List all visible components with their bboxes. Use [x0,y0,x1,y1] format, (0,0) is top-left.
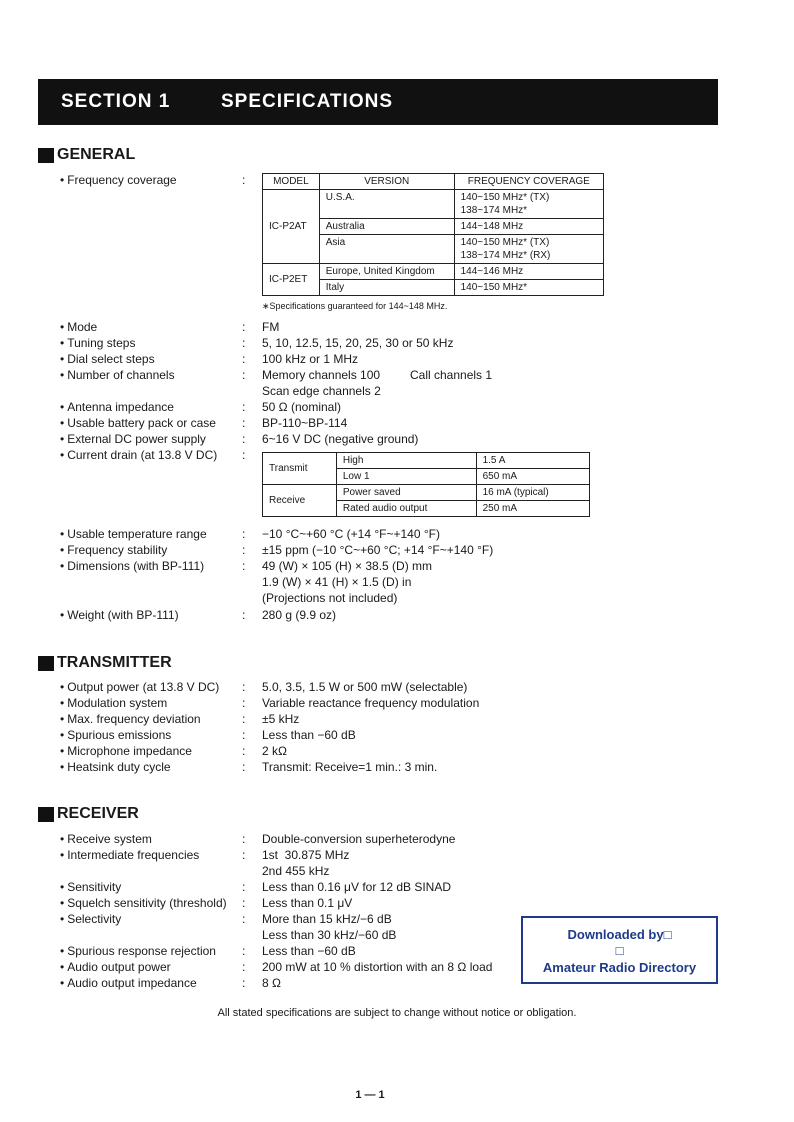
page-number: 1 — 1 [355,1089,385,1101]
spec-continuation: 1.9 (W) × 41 (H) × 1.5 (D) in [262,575,412,589]
heading-square-icon [38,807,54,822]
frequency-note: ∗Specifications guaranteed for 144~148 MHz. [262,301,448,311]
current-drain-table: Transmit High 1.5 A Low 1 650 mA Receive Power saved 16 mA (typical) Rated audio output 250 mA [262,452,590,517]
heading-square-icon [38,148,54,163]
frequency-coverage-table: MODEL VERSION FREQUENCY COVERAGE IC-P2AT U.S.A. 140~150 MHz* (TX) 138~174 MHz* Australia 144~148 MHz Asia 140~150 MHz* (TX) 138~174 MHz* (RX) IC-P2ET Europe, United Kingdom 144~146 MHz Italy 140~150 MHz* [262,173,604,296]
model-cell: IC-P2AT [263,190,320,264]
section-title: SPECIFICATIONS [221,91,393,112]
spec-continuation: 2nd 455 kHz [262,864,330,878]
spec-continuation: Scan edge channels 2 [262,384,381,398]
spec-label: • Frequency coverage [60,173,177,187]
spec-continuation: Less than 30 kHz/−60 dB [262,928,397,942]
model-cell: IC-P2ET [263,264,320,296]
section-banner [38,79,718,125]
heading-square-icon [38,656,54,671]
download-source-box: Downloaded by□ □ Amateur Radio Directory [521,916,718,984]
spec-continuation: (Projections not included) [262,591,398,605]
footer-note: All stated specifications are subject to change without notice or obligation. [217,1007,577,1019]
section-number: SECTION 1 [61,91,171,112]
